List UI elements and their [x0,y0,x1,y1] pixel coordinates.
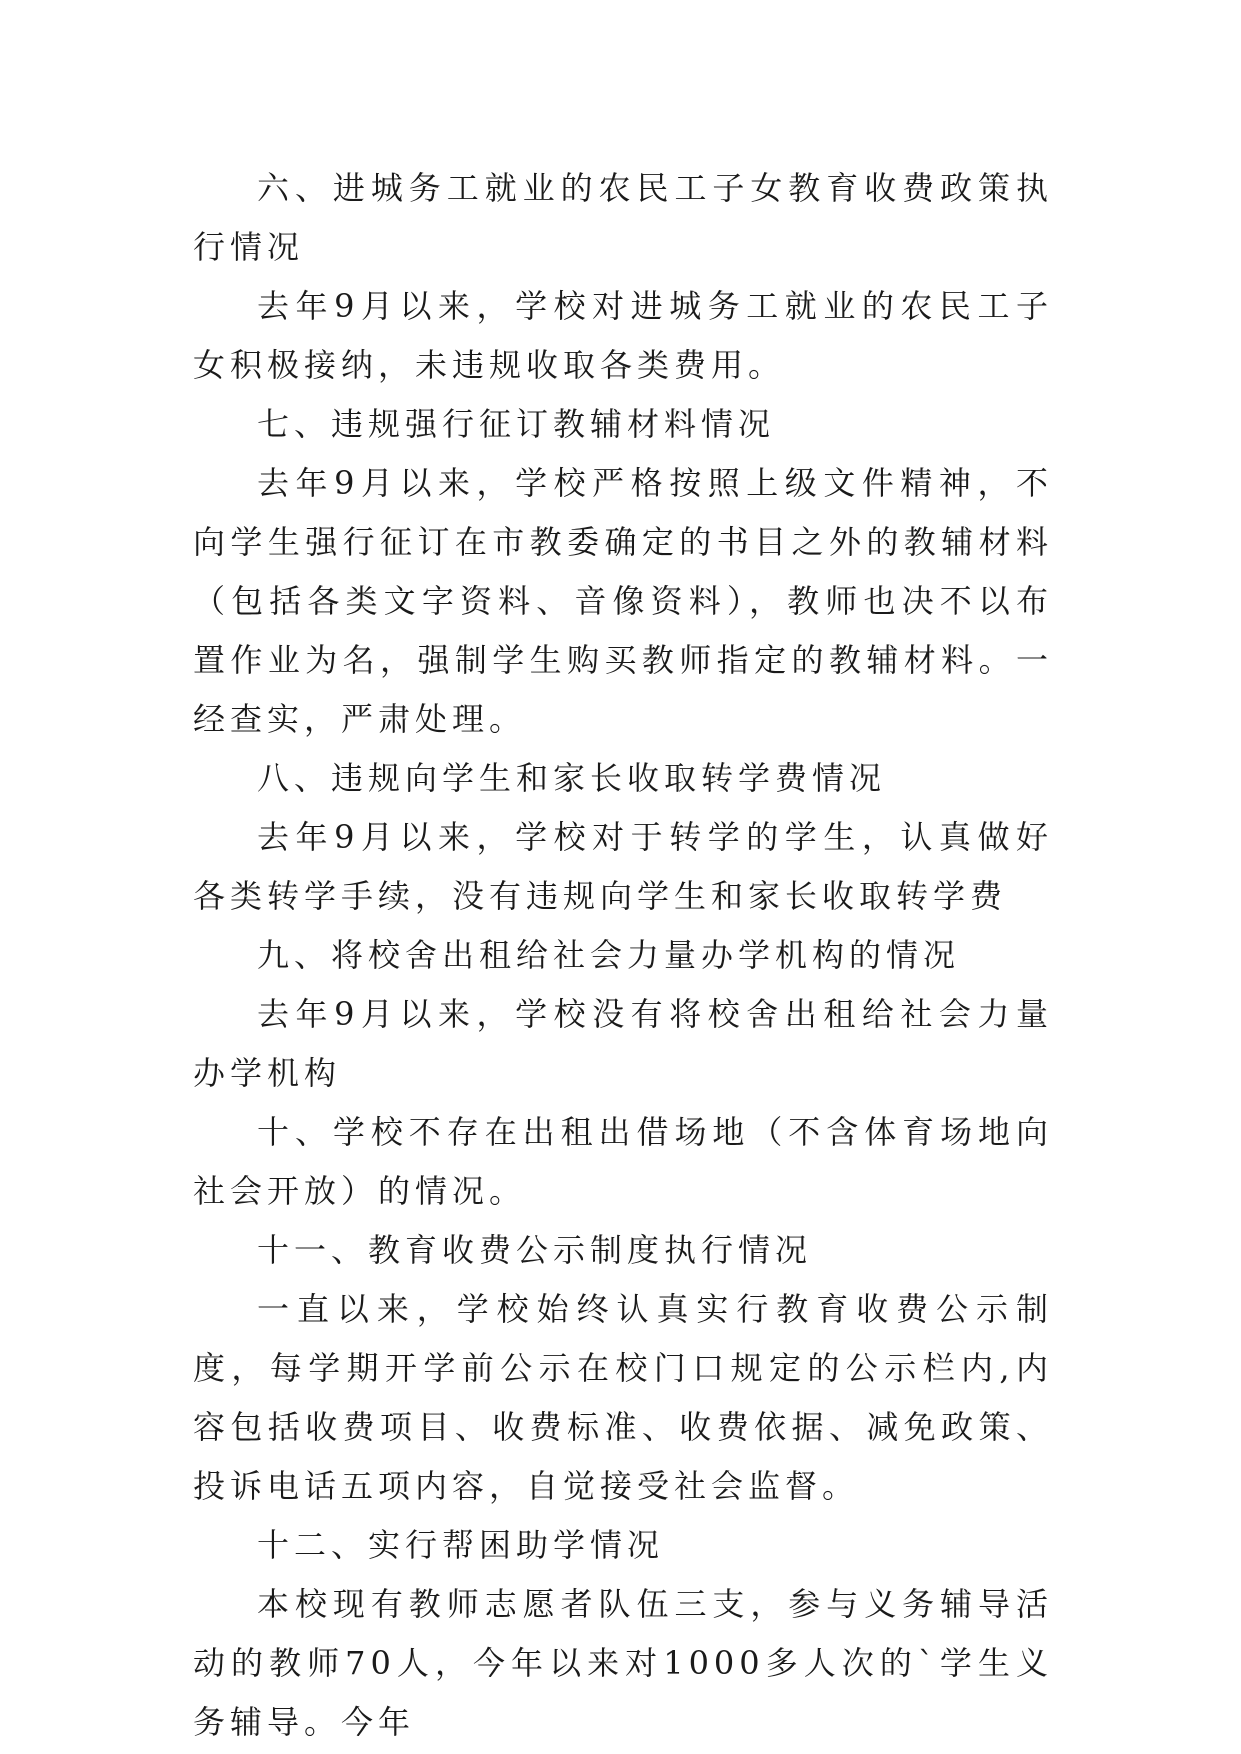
paragraph-section-8: 去年9月以来，学校对于转学的学生，认真做好各类转学手续，没有违规向学生和家长收取转学费 [193,818,1053,915]
heading-section-8: 八、违规向学生和家长收取转学费情况 [257,759,887,797]
paragraph-section-12: 本校现有教师志愿者队伍三支，参与义务辅导活动的教师70人，今年以来对1000多人次的`学生义务辅导。今年 [193,1585,1053,1741]
paragraph-section-7: 去年9月以来，学校严格按照上级文件精神，不向学生强行征订在市教委确定的书目之外的教辅材料（包括各类文字资料、音像资料），教师也决不以布置作业为名，强制学生购买教师指定的教辅材料。一经查实，严肃处理。 [193,464,1053,738]
paragraph-section-9: 去年9月以来，学校没有将校舍出租给社会力量办学机构 [193,995,1053,1092]
heading-section-11: 十一、教育收费公示制度执行情况 [257,1231,813,1269]
heading-section-9: 九、将校舍出租给社会力量办学机构的情况 [257,936,961,974]
heading-section-6: 六、进城务工就业的农民工子女教育收费政策执行情况 [193,169,1053,266]
heading-section-12: 十二、实行帮困助学情况 [257,1526,665,1564]
heading-section-10: 十、学校不存在出租出借场地（不含体育场地向社会开放）的情况。 [193,1113,1053,1210]
paragraph-section-11: 一直以来，学校始终认真实行教育收费公示制度，每学期开学前公示在校门口规定的公示栏内,内容包括收费项目、收费标准、收费依据、减免政策、投诉电话五项内容，自觉接受社会监督。 [193,1290,1053,1505]
heading-section-7: 七、违规强行征订教辅材料情况 [257,405,776,443]
document-body [193,159,1053,1752]
paragraph-section-6: 去年9月以来，学校对进城务工就业的农民工子女积极接纳，未违规收取各类费用。 [193,287,1053,384]
